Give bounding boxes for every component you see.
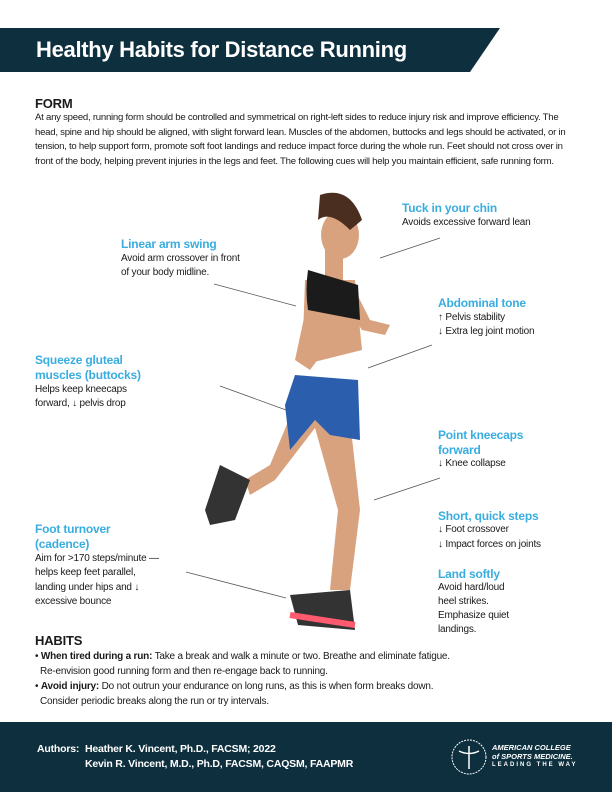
acsm-logo (492, 743, 577, 770)
cue-abs-title: Abdominal tone (438, 296, 526, 310)
cue-steps-title: Short, quick steps (438, 509, 539, 523)
cue-knee-title: forward (438, 443, 481, 457)
cue-chin-title: Tuck in your chin (402, 201, 498, 215)
cue-land-desc: Emphasize quiet (438, 610, 509, 621)
cue-land-desc: landings. (438, 624, 477, 635)
org-name: AMERICAN COLLEGE (492, 743, 571, 752)
cue-glute-title: Squeeze gluteal (35, 353, 123, 367)
cue-arm-desc: Avoid arm crossover in front (121, 253, 240, 264)
cue-abs-desc: ↑ Pelvis stability (438, 312, 505, 323)
habit-item: • Avoid injury: Do not outrun your endurance on long runs, as this is when form breaks down. (35, 681, 434, 692)
author-1: Heather K. Vincent, Ph.D., FACSM; 2022 (85, 743, 276, 755)
cue-steps-desc: ↓ Foot crossover (438, 524, 509, 535)
cue-turnover-desc: landing under hips and ↓ (35, 582, 140, 593)
cue-chin-desc: Avoids excessive forward lean (402, 217, 531, 228)
footer (0, 722, 612, 792)
cue-land-desc: Avoid hard/loud (438, 582, 505, 593)
habit-bold: Avoid injury: (40, 681, 100, 692)
cue-knee-title: Point kneecaps (438, 428, 524, 442)
cue-knee-desc: ↓ Knee collapse (438, 458, 506, 469)
cue-turnover-desc: helps keep feet parallel, (35, 567, 136, 578)
habits-heading: HABITS (35, 633, 83, 648)
cue-land-desc: heel strikes. (438, 596, 489, 607)
cue-land-title: Land softly (438, 567, 500, 581)
habit-text: Re-envision good running form and then re-engage back to running. (40, 666, 328, 677)
cue-arm-desc: of your body midline. (121, 267, 210, 278)
page-title: Healthy Habits for Distance Running (36, 37, 407, 62)
cue-glute-desc: Helps keep kneecaps (35, 384, 127, 395)
cue-abs-desc: ↓ Extra leg joint motion (438, 326, 535, 337)
cue-steps-desc: ↓ Impact forces on joints (438, 539, 541, 550)
cue-turnover-desc: Aim for >170 steps/minute — (35, 553, 159, 564)
cue-turnover-title: (cadence) (35, 537, 90, 551)
cue-glute-title: muscles (buttocks) (35, 368, 141, 382)
form-heading: FORM (35, 96, 73, 111)
habit-text: Do not outrun your endurance on long runs, as this is when form breaks down. (99, 681, 434, 692)
form-intro: At any speed, running form should be controlled and symmetrical on right-left sides to reduce injury risk and improve efficiency. The head, spine and hip should be aligned, with slight forward lean. Muscles of the abdomen, buttocks and legs should be activated, or in tension, to help support form, promote soft foot landings and reduce impact force during the whole run. Feet should not cross over in front of the body, helping prevent injuries in the legs and feet. The following cues will help you maintain efficient, safe running form. (35, 112, 566, 167)
authors-label: Authors: (37, 743, 80, 755)
habit-text: Take a break and walk a minute or two. Breathe and eliminate fatigue. (152, 651, 450, 662)
cue-turnover-title: Foot turnover (35, 522, 111, 536)
cue-turnover-desc: excessive bounce (35, 596, 112, 607)
org-tagline: LEADING THE WAY (492, 762, 578, 768)
author-2: Kevin R. Vincent, M.D., Ph.D, FACSM, CAQSM, FAAPMR (85, 758, 354, 770)
acsm-seal-icon (450, 738, 488, 776)
habit-text: Consider periodic breaks along the run or try intervals. (40, 696, 269, 707)
cue-glute-desc: forward, ↓ pelvis drop (35, 398, 126, 409)
habit-bold: When tired during a run: (40, 651, 153, 662)
cue-arm-title: Linear arm swing (121, 237, 217, 251)
org-name: of SPORTS MEDICINE. (492, 752, 573, 761)
habit-item: • When tired during a run: Take a break and walk a minute or two. Breathe and eliminate fatigue. (35, 651, 450, 662)
